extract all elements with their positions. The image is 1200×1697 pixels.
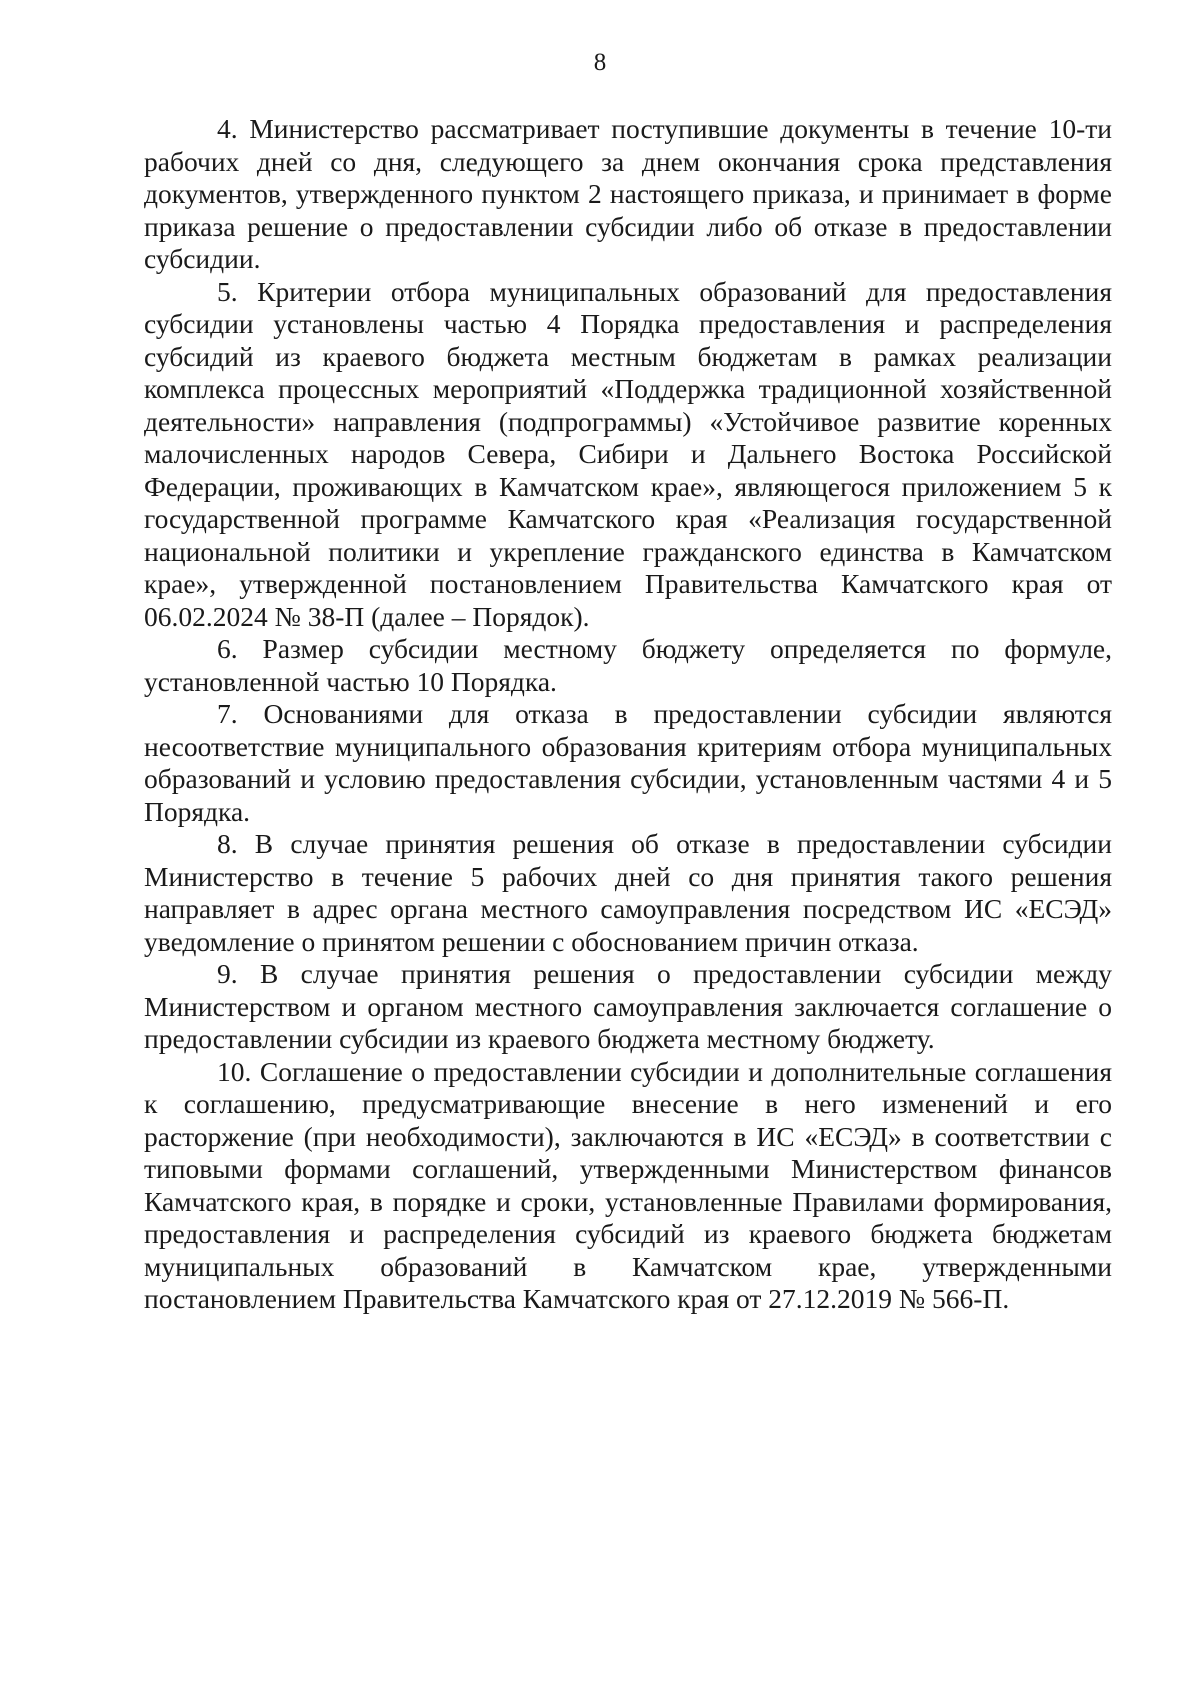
paragraph-10: 10. Соглашение о предоставлении субсидии и дополнительные соглашения к соглашению, предусматривающие внесение в него изменений и его расторжение (при необходимости), заключаются в ИС «ЕСЭД» в соответствии с типовыми формами соглашений, утвержденными Министерством финансов Камчатского края, в порядке и сроки, установленные Правилами формирования, предоставления и распределения субсидий из краевого бюджета бюджетам муниципальных образований в Камчатском крае, утвержденными постановлением Правительства Камчатского края от 27.12.2019 № 566-П. bbox=[144, 1055, 1112, 1314]
paragraph-9: 9. В случае принятия решения о предоставлении субсидии между Министерством и органом местного самоуправления заключается соглашение о предоставлении субсидии из краевого бюджета местному бюджету. bbox=[144, 958, 1112, 1054]
paragraph-7: 7. Основаниями для отказа в предоставлении субсидии являются несоответствие муниципального образования критериям отбора муниципальных образований и условию предоставления субсидии, установленным частями 4 и 5 Порядка. bbox=[144, 698, 1112, 827]
paragraph-5: 5. Критерии отбора муниципальных образований для предоставления субсидии установлены частью 4 Порядка предоставления и распределения субсидий из краевого бюджета местным бюджетам в рамках реализации комплекса процессных мероприятий «Поддержка традиционной хозяйственной деятельности» направления (подпрограммы) «Устойчивое развитие коренных малочисленных народов Севера, Сибири и Дальнего Востока Российской Федерации, проживающих в Камчатском крае», являющегося приложением 5 к государственной программе Камчатского края «Реализация государственной национальной политики и укрепление гражданского единства в Камчатском крае», утвержденной постановлением Правительства Камчатского края от 06.02.2024 № 38-П (далее – Порядок). bbox=[144, 275, 1112, 632]
paragraph-4: 4. Министерство рассматривает поступившие документы в течение 10-ти рабочих дней со дня, следующего за днем окончания срока представления документов, утвержденного пунктом 2 настоящего приказа, и принимает в форме приказа решение о предоставлении субсидии либо об отказе в предоставлении субсидии. bbox=[144, 113, 1112, 274]
document-body bbox=[144, 113, 1112, 1316]
paragraph-8: 8. В случае принятия решения об отказе в предоставлении субсидии Министерство в течение 5 рабочих дней со дня принятия такого решения направляет в адрес органа местного самоуправления посредством ИС «ЕСЭД» уведомление о принятом решении с обоснованием причин отказа. bbox=[144, 828, 1112, 957]
page-number: 8 bbox=[593, 49, 607, 76]
paragraph-6: 6. Размер субсидии местному бюджету определяется по формуле, установленной частью 10 Порядка. bbox=[144, 633, 1112, 697]
